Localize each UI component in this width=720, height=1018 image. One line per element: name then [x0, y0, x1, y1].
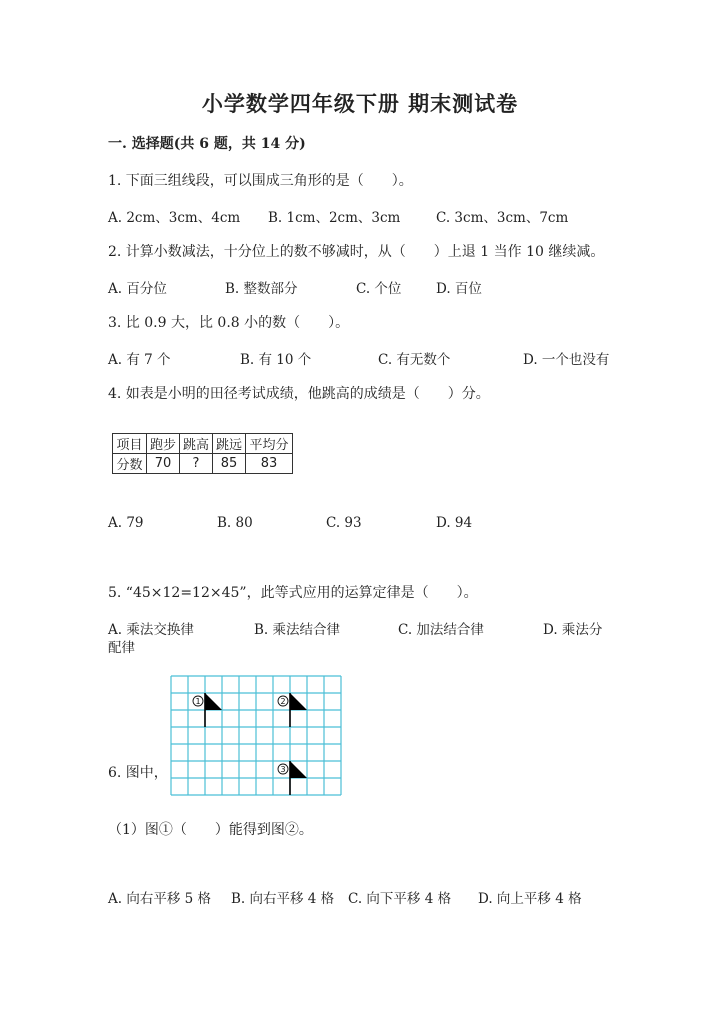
- q6-option-c: C. 向下平移 4 格: [348, 891, 452, 907]
- table-cell: 83: [246, 454, 293, 474]
- question-6-sub-1: （1）图①（ ）能得到图②。: [108, 822, 313, 838]
- q4-option-a: A. 79: [108, 515, 144, 531]
- flag-label: 2: [280, 697, 286, 706]
- q5-option-d-wrap: 配律: [108, 640, 135, 656]
- table-cell: 85: [213, 454, 246, 474]
- table-cell: 跳远: [213, 434, 246, 454]
- q3-option-b: B. 有 10 个: [240, 352, 312, 368]
- q5-option-a: A. 乘法交换律: [108, 622, 194, 638]
- page-title: 小学数学四年级下册 期末测试卷: [201, 91, 519, 116]
- q5-option-d: D. 乘法分: [543, 622, 603, 638]
- table-cell: 项目: [113, 434, 147, 454]
- q4-option-d: D. 94: [436, 515, 473, 531]
- question-6-stem: 6. 图中，: [108, 765, 168, 781]
- q3-option-a: A. 有 7 个: [108, 352, 171, 368]
- q1-option-a: A. 2cm、3cm、4cm: [108, 210, 241, 226]
- table-cell: 70: [147, 454, 180, 474]
- table-cell: 跑步: [147, 434, 180, 454]
- translation-grid-figure: [170, 675, 342, 801]
- grid-svg: [170, 675, 342, 797]
- q1-option-b: B. 1cm、2cm、3cm: [268, 210, 401, 226]
- q2-option-a: A. 百分位: [108, 281, 167, 297]
- question-5-stem: 5. “45×12=12×45”，此等式应用的运算定律是（ ）。: [108, 585, 478, 601]
- q4-option-b: B. 80: [217, 515, 253, 531]
- q2-option-d: D. 百位: [436, 281, 482, 297]
- flag-triangle: [290, 693, 307, 710]
- flag-triangle: [205, 693, 222, 710]
- flag-label: 1: [195, 697, 201, 706]
- table-header-row: [113, 434, 293, 454]
- q5-option-c: C. 加法结合律: [398, 622, 484, 638]
- q6-option-a: A. 向右平移 5 格: [108, 891, 212, 907]
- q3-option-c: C. 有无数个: [378, 352, 451, 368]
- q2-option-c: C. 个位: [356, 281, 402, 297]
- table-cell: 分数: [113, 454, 147, 474]
- flag-triangle: [290, 761, 307, 778]
- question-2-stem: 2. 计算小数减法，十分位上的数不够减时，从（ ）上退 1 当作 10 继续减。: [108, 244, 605, 260]
- question-1-stem: 1. 下面三组线段，可以围成三角形的是（ ）。: [108, 173, 413, 189]
- q5-option-b: B. 乘法结合律: [254, 622, 341, 638]
- table-cell: ?: [180, 454, 213, 474]
- section-heading: 一. 选择题(共 6 题，共 14 分): [108, 136, 306, 152]
- q1-option-c: C. 3cm、3cm、7cm: [436, 210, 569, 226]
- table-cell: 跳高: [180, 434, 213, 454]
- q4-option-c: C. 93: [326, 515, 362, 531]
- score-table-wrap: [112, 433, 293, 474]
- table-cell: 平均分: [246, 434, 293, 454]
- question-3-stem: 3. 比 0.9 大，比 0.8 小的数（ ）。: [108, 315, 350, 331]
- q6-option-d: D. 向上平移 4 格: [478, 891, 582, 907]
- score-table: [112, 433, 293, 474]
- question-4-stem: 4. 如表是小明的田径考试成绩，他跳高的成绩是（ ）分。: [108, 386, 490, 402]
- flag-label: 3: [280, 765, 286, 774]
- q2-option-b: B. 整数部分: [225, 281, 298, 297]
- q3-option-d: D. 一个也没有: [523, 352, 610, 368]
- q6-option-b: B. 向右平移 4 格: [231, 891, 335, 907]
- table-row: [113, 454, 293, 474]
